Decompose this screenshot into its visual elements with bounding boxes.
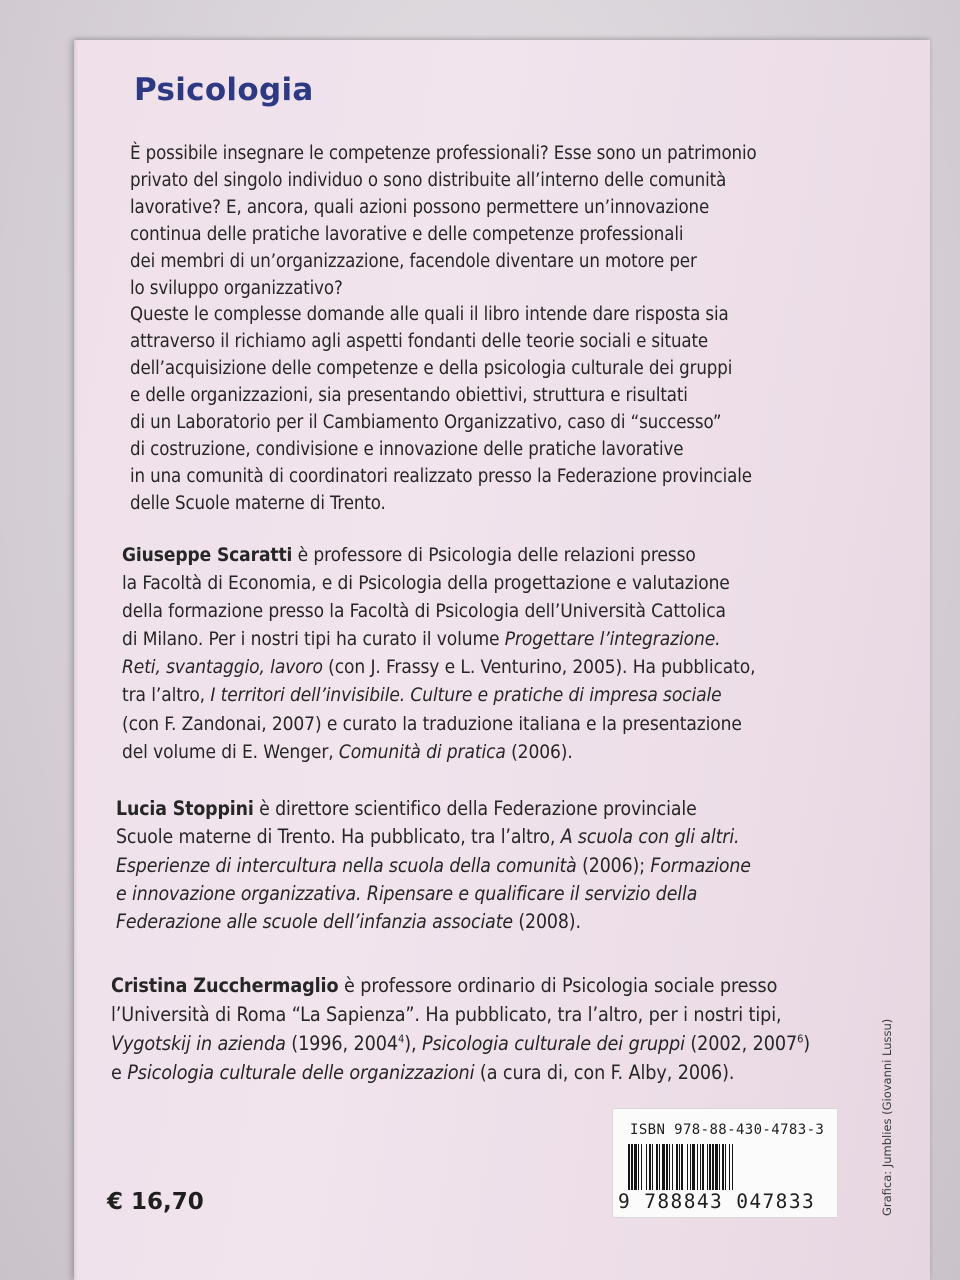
description-line: privato del singolo individuo o sono distribuite all’interno delle comunità	[130, 169, 727, 191]
bio-text: tra l’altro,	[122, 684, 211, 707]
description-line: lavorative? E, ancora, quali azioni possono permettere un’innovazione	[130, 196, 710, 218]
bio-text: la Facoltà di Economia, e di Psicologia della progettazione e valutazione	[122, 572, 730, 595]
bio-text: (a cura di, con F. Alby, 2006).	[474, 1060, 735, 1084]
description-line: Queste le complesse domande alle quali il libro intende dare risposta sia	[130, 304, 729, 326]
author-bio-zucchermaglio	[111, 972, 810, 1088]
bio-line	[111, 1001, 810, 1030]
bio-text: e	[111, 1060, 128, 1084]
bio-line	[116, 795, 751, 823]
description-line: di un Laboratorio per il Cambiamento Organizzativo, caso di “successo”	[130, 412, 722, 434]
barcode-digits: 9 788843 047833	[618, 1190, 816, 1213]
bio-text: è professore ordinario di Psicologia sociale presso	[338, 974, 778, 997]
cover-edge-shadow	[74, 40, 78, 1280]
bio-line	[122, 710, 755, 738]
book-title: Reti, svantaggio, lavoro	[122, 656, 323, 679]
bio-line	[122, 681, 755, 709]
bio-text: della formazione presso la Facoltà di Psicologia dell’Università Cattolica	[122, 600, 726, 623]
author-name: Cristina Zucchermaglio	[111, 974, 339, 997]
book-title: e innovazione organizzativa. Ripensare e qualificare il servizio della	[116, 881, 698, 905]
book-title: Psicologia culturale delle organizzazioni	[127, 1060, 475, 1084]
book-title: Psicologia culturale dei gruppi	[421, 1031, 685, 1055]
bio-line	[122, 569, 755, 597]
bio-line	[116, 852, 751, 880]
bio-text: (2006);	[576, 853, 651, 877]
bio-text: è professore di Psicologia delle relazioni presso	[292, 544, 696, 566]
description-line: continua delle pratiche lavorative e delle competenze professionali	[130, 223, 684, 245]
bio-line	[122, 653, 755, 681]
book-title: Federazione alle scuole dell’infanzia associate	[116, 910, 513, 934]
isbn-label: ISBN 978-88-430-4783-3	[630, 1122, 825, 1138]
book-title: Progettare l’integrazione.	[504, 628, 721, 651]
book-title: Formazione	[650, 853, 751, 877]
bio-line	[122, 541, 755, 569]
bio-text: del volume di E. Wenger,	[122, 740, 339, 763]
description-line: e delle organizzazioni, sia presentando obiettivi, struttura e risultati	[130, 385, 688, 407]
description-line: attraverso il richiamo agli aspetti fondanti delle teorie sociali e situate	[130, 331, 709, 353]
bio-line	[111, 1059, 810, 1088]
description-line: lo sviluppo organizzativo?	[130, 277, 343, 299]
author-bio-scaratti	[122, 541, 755, 766]
description-line: dei membri di un’organizzazione, facendole diventare un motore per	[130, 250, 697, 272]
bio-text: )	[803, 1031, 811, 1055]
bio-text: l’Università di Roma “La Sapienza”. Ha pubblicato, tra l’altro, per i nostri tipi,	[111, 1002, 782, 1026]
bio-line	[122, 597, 755, 625]
book-title: Comunità di pratica	[338, 740, 506, 763]
book-title: A scuola con gli altri.	[560, 825, 740, 849]
author-name: Giuseppe Scaratti	[122, 544, 293, 566]
bio-text: (con J. Frassy e L. Venturino, 2005). Ha pubblicato,	[322, 656, 756, 679]
bio-text: è direttore scientifico della Federazione provinciale	[253, 797, 697, 820]
bio-text: Scuole materne di Trento. Ha pubblicato, tra l’altro,	[116, 825, 561, 849]
bio-text: (1996, 2004	[285, 1031, 398, 1055]
bio-text: (2008).	[512, 910, 581, 934]
bio-line	[111, 1030, 810, 1059]
description-line: È possibile insegnare le competenze professionali? Esse sono un patrimonio	[130, 143, 757, 164]
bio-line	[122, 738, 755, 766]
series-title: Psicologia	[134, 72, 314, 108]
barcode-icon	[628, 1144, 820, 1194]
book-title: Esperienze di intercultura nella scuola della comunità	[116, 853, 577, 877]
bio-line	[116, 823, 751, 851]
author-name: Lucia Stoppini	[116, 797, 254, 820]
book-description	[130, 141, 757, 518]
bio-text: ),	[404, 1031, 422, 1055]
bio-text: (2002, 2007	[684, 1031, 798, 1055]
bio-line	[116, 880, 751, 908]
author-bio-stoppini	[116, 795, 751, 936]
description-line: in una comunità di coordinatori realizzato presso la Federazione provinciale	[130, 465, 752, 487]
book-title: Vygotskij in azienda	[111, 1031, 286, 1055]
bio-line	[122, 625, 755, 653]
bio-line	[116, 908, 751, 936]
price: € 16,70	[107, 1189, 204, 1215]
description-line: dell’acquisizione delle competenze e della psicologia culturale dei gruppi	[130, 358, 733, 380]
edition-superscript: 6	[797, 1032, 804, 1046]
bio-line	[111, 972, 810, 1001]
bio-text: (2006).	[505, 740, 573, 763]
design-credit-text: Grafica: Jumblies (Giovanni Lussu)	[880, 1018, 894, 1216]
description-line: di costruzione, condivisione e innovazione delle pratiche lavorative	[130, 438, 684, 460]
bio-text: di Milano. Per i nostri tipi ha curato il volume	[122, 628, 505, 651]
bio-text: (con F. Zandonai, 2007) e curato la traduzione italiana e la presentazione	[122, 712, 742, 735]
edition-superscript: 4	[397, 1032, 405, 1046]
description-line: delle Scuole materne di Trento.	[130, 492, 386, 514]
book-title: I territori dell’invisibile. Culture e pratiche di impresa sociale	[210, 684, 722, 707]
